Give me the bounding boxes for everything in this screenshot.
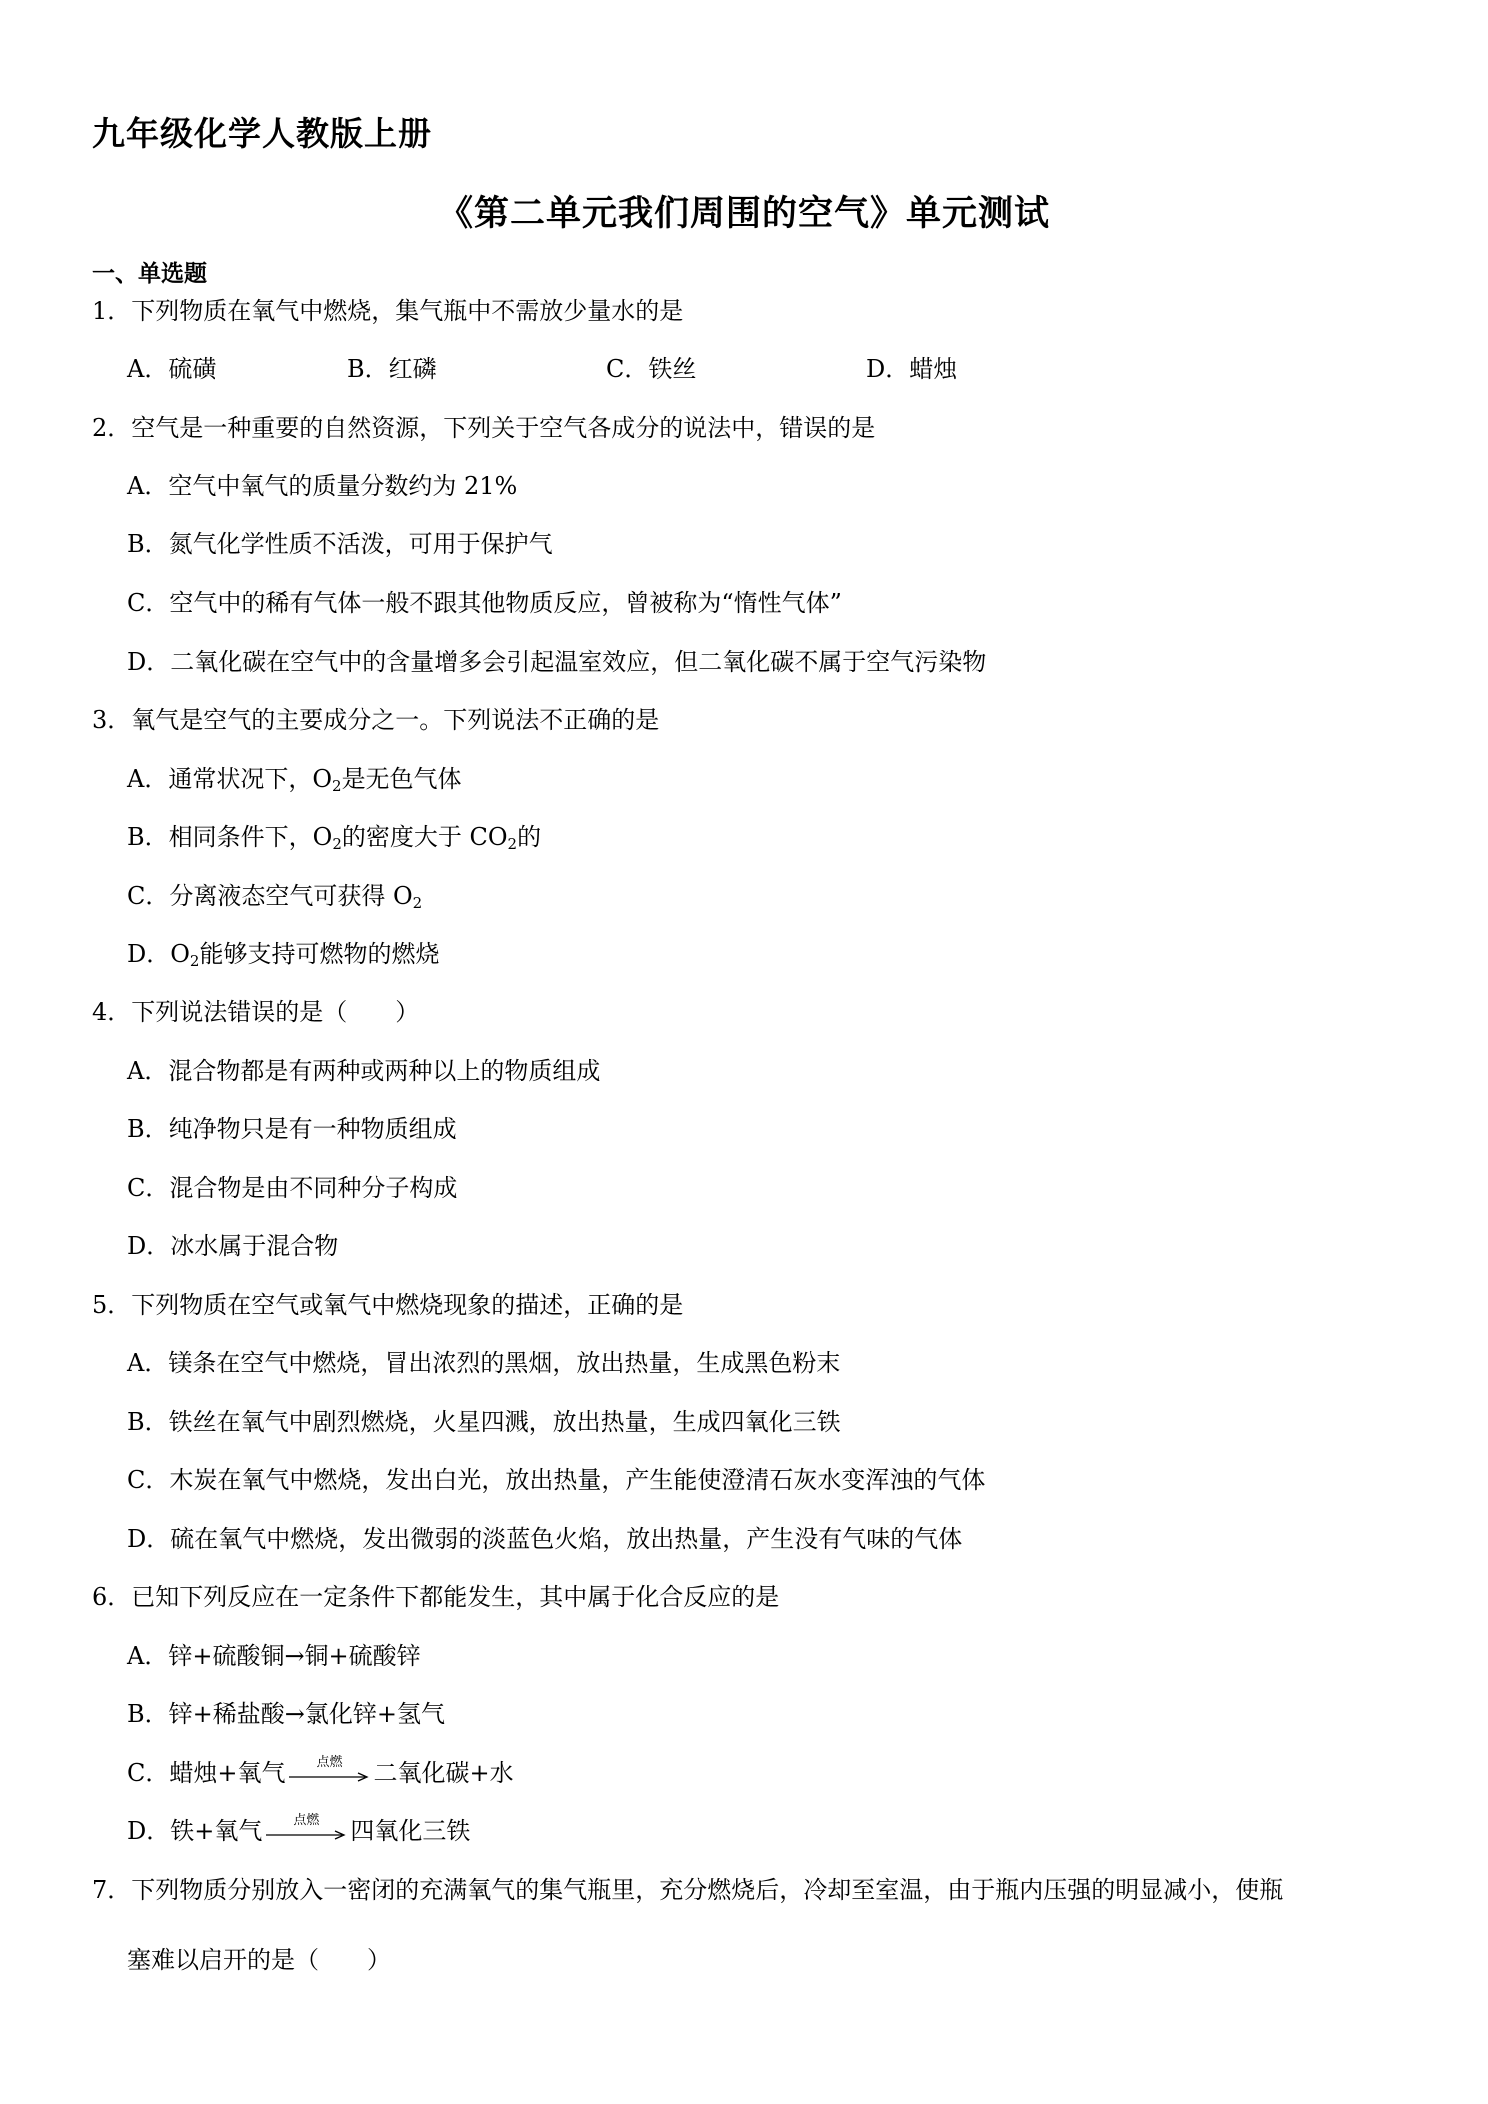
option-a: A．镁条在空气中燃烧，冒出浓烈的黑烟，放出热量，生成黑色粉末 [127, 1349, 841, 1377]
option-a: A．空气中氧气的质量分数约为 21% [127, 472, 518, 500]
arrow-icon [264, 1829, 348, 1841]
option-b: B．锌+稀盐酸→氯化锌+氢气 [127, 1700, 445, 1728]
reaction-arrow [287, 1755, 371, 1788]
option-d: D．冰水属于混合物 [127, 1232, 339, 1260]
option-c: C．空气中的稀有气体一般不跟其他物质反应，曾被称为“惰性气体” [127, 589, 842, 617]
reaction-condition: 点燃 [293, 1813, 320, 1828]
option-a: A．锌+硫酸铜→铜+硫酸锌 [127, 1642, 421, 1670]
question-stem: 5．下列物质在空气或氧气中燃烧现象的描述，正确的是 [92, 1291, 684, 1319]
option-a: A．硫磺 [127, 355, 217, 383]
question-stem-continued: 塞难以启开的是（ ） [127, 1946, 391, 1974]
reaction-condition: 点燃 [316, 1755, 343, 1770]
option-d: D．铁+氧气 点燃 四氧化三铁 [127, 1813, 471, 1845]
option-b: B．铁丝在氧气中剧烈燃烧，火星四溅，放出热量，生成四氧化三铁 [127, 1408, 841, 1436]
option-a: A．混合物都是有两种或两种以上的物质组成 [127, 1057, 601, 1085]
option-d: D．硫在氧气中燃烧，发出微弱的淡蓝色火焰，放出热量，产生没有气味的气体 [127, 1525, 963, 1553]
option-d: D．蜡烛 [866, 355, 958, 383]
option-c: C．木炭在氧气中燃烧，发出白光，放出热量，产生能使澄清石灰水变浑浊的气体 [127, 1466, 986, 1494]
option-b: B．氮气化学性质不活泼，可用于保护气 [127, 530, 553, 558]
question-stem: 1．下列物质在氧气中燃烧，集气瓶中不需放少量水的是 [92, 297, 684, 325]
option-d: D．二氧化碳在空气中的含量增多会引起温室效应，但二氧化碳不属于空气污染物 [127, 648, 987, 676]
grade-heading: 九年级化学人教版上册 [92, 114, 432, 153]
question-stem: 3．氧气是空气的主要成分之一。下列说法不正确的是 [92, 706, 660, 734]
option-c: C．混合物是由不同种分子构成 [127, 1174, 458, 1202]
option-c: C．分离液态空气可获得 $O_2$ [127, 882, 423, 912]
reaction-arrow [264, 1813, 348, 1846]
question-stem: 6．已知下列反应在一定条件下都能发生，其中属于化合反应的是 [92, 1583, 780, 1611]
arrow-icon [287, 1771, 371, 1783]
question-stem: 2．空气是一种重要的自然资源，下列关于空气各成分的说法中，错误的是 [92, 414, 876, 442]
question-stem: 7．下列物质分别放入一密闭的充满氧气的集气瓶里，充分燃烧后，冷却至室温，由于瓶内压强的明显减小，使瓶 [92, 1876, 1284, 1904]
option-d: D．$O_2$能够支持可燃物的燃烧 [127, 940, 440, 970]
option-b: B．相同条件下，$O_2$的密度大于 $CO_2$的 [127, 823, 542, 853]
option-c: C．铁丝 [606, 355, 697, 383]
question-stem: 4．下列说法错误的是（ ） [92, 998, 420, 1026]
option-b: B．红磷 [347, 355, 437, 383]
page-title: 《第二单元我们周围的空气》单元测试 [437, 194, 1050, 234]
option-a: A．通常状况下，$O_2$是无色气体 [127, 765, 462, 795]
option-c: C．蜡烛+氧气 点燃 二氧化碳+水 [127, 1755, 514, 1787]
option-b: B．纯净物只是有一种物质组成 [127, 1115, 457, 1143]
section-heading: 一、单选题 [92, 261, 207, 287]
